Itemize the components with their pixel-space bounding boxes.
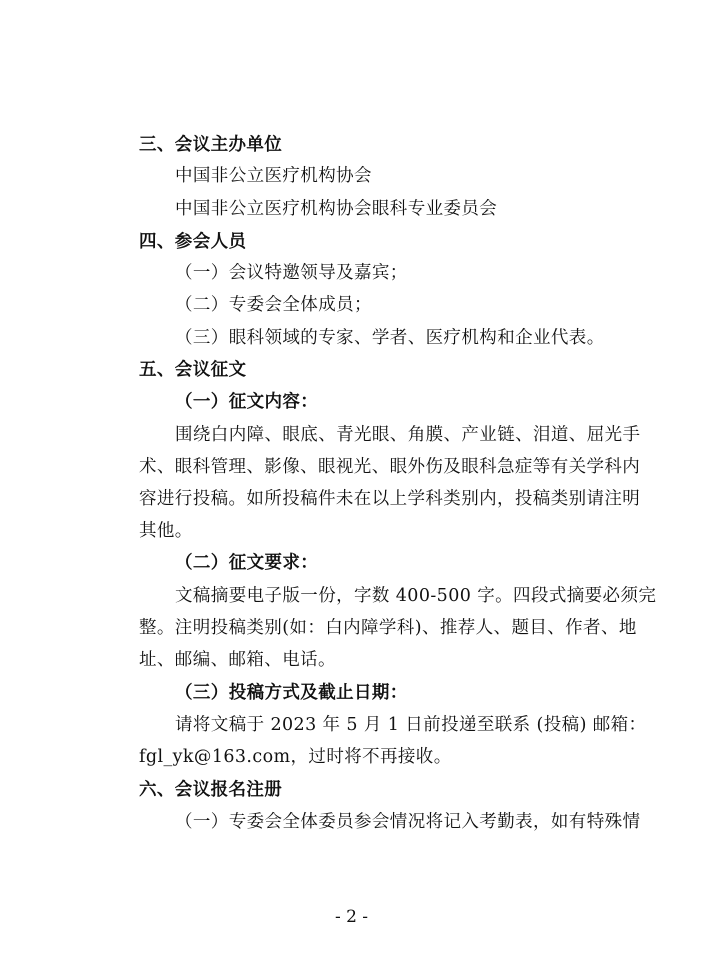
paragraph-line: 请将文稿于 2023 年 5 月 1 日前投递至联系 (投稿) 邮箱：: [175, 715, 647, 735]
organizer-line: 中国非公立医疗机构协会眼科专业委员会: [175, 199, 498, 219]
paragraph-line-email: fgl_yk@163.com，过时将不再接收。: [139, 747, 452, 767]
paragraph-line: 其他。: [139, 521, 193, 541]
page-number: - 2 -: [334, 907, 369, 927]
paragraph-line: 整。注明投稿类别(如：白内障学科)、推荐人、题目、作者、地: [139, 618, 637, 638]
organizer-line: 中国非公立医疗机构协会: [175, 166, 372, 186]
subheading-paper-content: （一）征文内容：: [175, 392, 319, 412]
paragraph-line: 围绕白内障、眼底、青光眼、角膜、产业链、泪道、屈光手: [175, 425, 641, 445]
paragraph-line: 容进行投稿。如所投稿件未在以上学科类别内，投稿类别请注明: [139, 489, 641, 509]
registration-line: （一）专委会全体委员参会情况将记入考勤表，如有特殊情: [175, 812, 641, 832]
attendee-line: （一）会议特邀领导及嘉宾；: [175, 263, 408, 283]
attendee-line: （三）眼科领域的专家、学者、医疗机构和企业代表。: [175, 328, 605, 348]
section-heading-attendees: 四、参会人员: [139, 232, 247, 252]
paragraph-line: 址、邮编、邮箱、电话。: [139, 650, 336, 670]
section-heading-call-for-papers: 五、会议征文: [139, 360, 247, 380]
section-heading-registration: 六、会议报名注册: [139, 780, 283, 800]
attendee-line: （二）专委会全体成员；: [175, 295, 372, 315]
subheading-submission-method: （三）投稿方式及截止日期：: [175, 683, 408, 703]
section-heading-organizer: 三、会议主办单位: [139, 135, 283, 155]
paragraph-line: 文稿摘要电子版一份，字数 400-500 字。四段式摘要必须完: [175, 586, 657, 606]
paragraph-line: 术、眼科管理、影像、眼视光、眼外伤及眼科急症等有关学科内: [139, 457, 641, 477]
subheading-paper-requirements: （二）征文要求：: [175, 553, 319, 573]
